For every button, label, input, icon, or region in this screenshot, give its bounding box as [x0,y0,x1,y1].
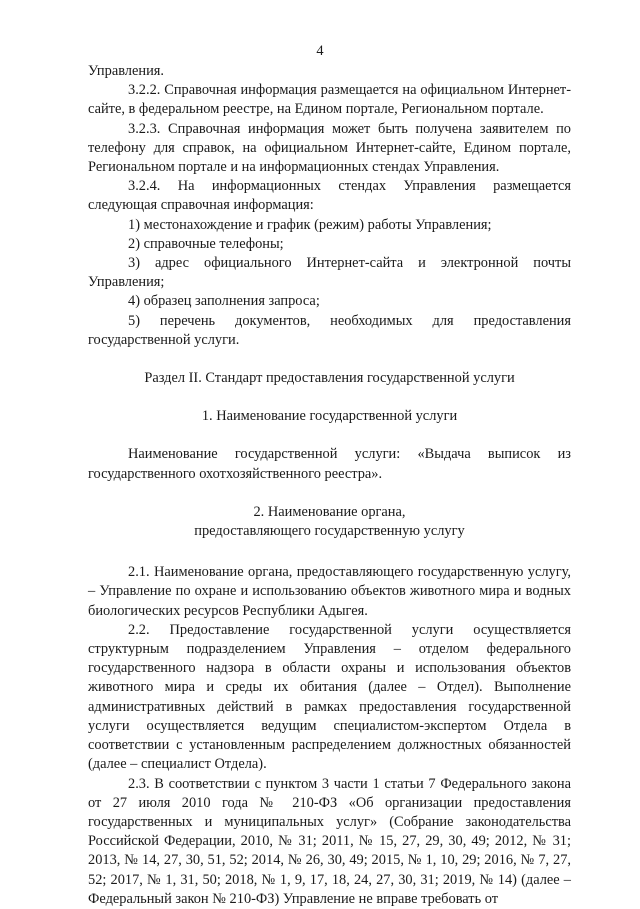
document-body [88,62,571,909]
paragraph: 3.2.3. Справочная информация может быть получена заявителем по телефону для справок, на официальном Интернет-сайте, Едином портале, Региональном портале и на информационных стендах Управления. [88,120,571,176]
paragraph: 3.2.2. Справочная информация размещается на официальном Интернет-сайте, в федеральном реестре, на Едином портале, Региональном портале. [88,82,571,118]
subsection-heading: 1. Наименование государственной услуги [201,408,458,425]
list-item: 4) образец заполнения запроса; [128,293,320,310]
section-heading: Раздел II. Стандарт предоставления государственной услуги [144,370,515,387]
list-item: 2) справочные телефоны; [128,235,284,252]
list-item: 5) перечень документов, необходимых для предоставления государственной услуги. [88,312,571,348]
paragraph: Наименование государственной услуги: «Выдача выписок из государственного охотхозяйственного реестра». [88,446,571,482]
paragraph: 2.1. Наименование органа, предоставляющего государственную услугу, – Управление по охране и использованию объектов животного мира и водных биологических ресурсов Республики Адыгея. [88,564,571,619]
paragraph: 2.3. В соответствии с пунктом 3 части 1 статьи 7 Федерального закона от 27 июля 2010 года № 210-ФЗ «Об организации предоставления государственных и муниципальных услуг» (Собрание законодательства Российской Федерации, 2010, № 31; 2011, № 15, 27, 29, 30, 49; 2012, № 31; 2013, № 14, 27, 30, 51, 52; 2014, № 26, 30, 49; 2015, № 1, 10, 29; 2016, № 7, 27, 52; 2017, № 1, 31, 50; 2018, № 1, 9, 17, 18, 24, 27, 30, 31; 2019, № 14) (далее – Федеральный закон № 210-ФЗ) Управление не вправе требовать от [88,775,571,907]
paragraph: Управления. [88,63,164,79]
list-item: 3) адрес официального Интернет-сайта и электронной почты Управления; [88,255,571,291]
subsection-heading: 2. Наименование органа, [253,503,406,520]
subsection-heading: предоставляющего государственную услугу [194,523,465,540]
paragraph: 2.2. Предоставление государственной услуги осуществляется структурным подразделением Управления – отделом федерального государственного надзора в области охраны и использования объектов животного мира и среды их обитания (далее – Отдел). Выполнение административных действий в рамках предоставления государственной услуги осуществляется ведущим специалистом-экспертом Отдела в соответствии с установленным распределением должностных обязанностей (далее – специалист Отдела). [88,621,571,773]
page-number: 4 [316,43,324,59]
list-item: 1) местонахождение и график (режим) работы Управления; [128,216,492,233]
paragraph: 3.2.4. На информационных стендах Управления размещается следующая справочная информация: [88,178,571,214]
